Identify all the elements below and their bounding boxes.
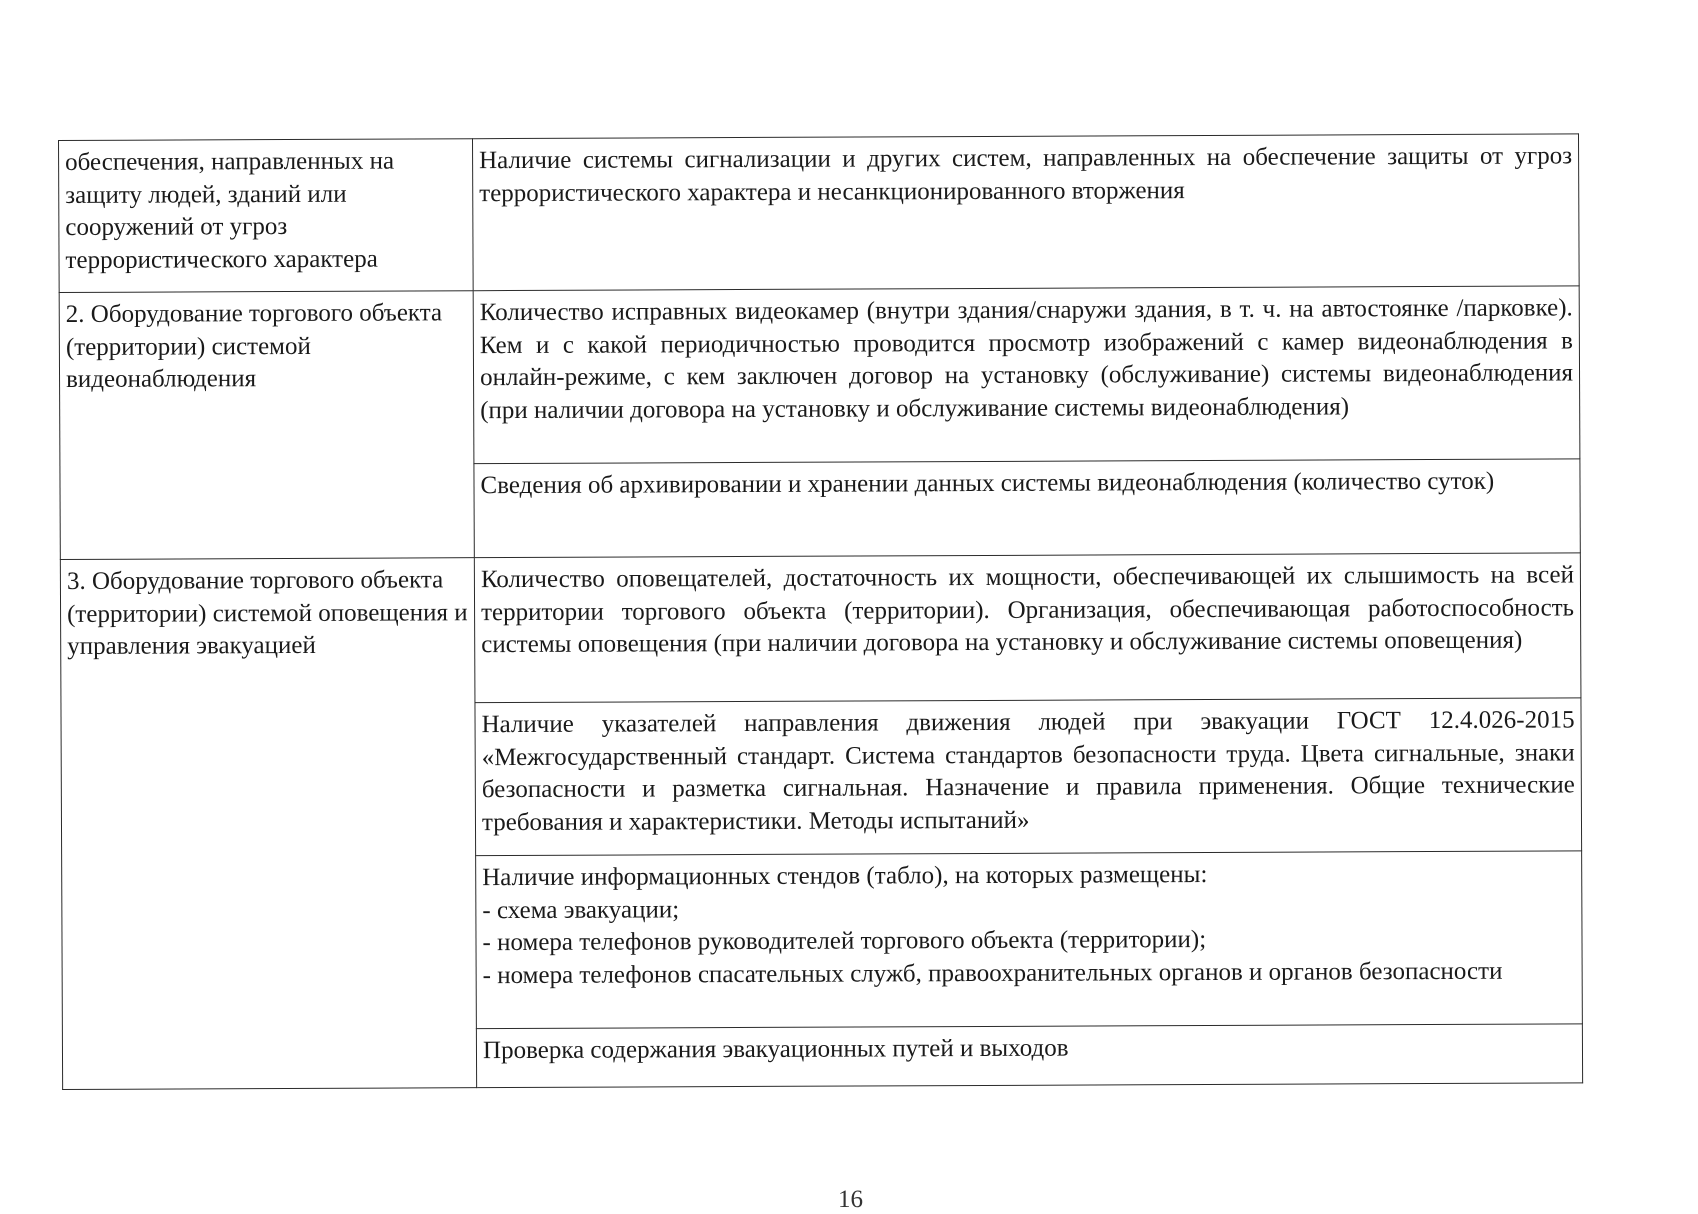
- info-stands-item: - номера телефонов спасательных служб, правоохранительных органов и органов безопасности: [482, 957, 1503, 989]
- requirement-cell-info-stands: [476, 851, 1583, 1029]
- section-cell: обеспечения, направленных на защиту людей, зданий или сооружений от угроз террористического характера: [59, 139, 474, 293]
- page-number: 16: [838, 1186, 863, 1213]
- info-stands-intro: Наличие информационных стендов (табло), на которых размещены:: [482, 860, 1208, 892]
- requirement-cell: Наличие системы сигнализации и других систем, направленных на обеспечение защиты от угроз террористического характера и несанкционированного вторжения: [472, 134, 1579, 291]
- requirement-cell: Проверка содержания эвакуационных путей и выходов: [476, 1024, 1582, 1088]
- section-cell-evacuation-alert: 3. Оборудование торгового объекта (территории) системой оповещения и управления эвакуацией: [60, 558, 476, 1090]
- table-row: [59, 286, 1580, 466]
- info-stands-item: - схема эвакуации;: [482, 895, 680, 924]
- section-cell-video-surveillance: 2. Оборудование торгового объекта (территории) системой видеонаблюдения: [59, 291, 474, 560]
- requirement-cell: Количество исправных видеокамер (внутри здания/снаружи здания, в т. ч. на автостоянке /парковке). Кем и с какой периодичностью проводится просмотр изображений с камер видеонаблюдения в онлайн-режиме, с кем заключен договор на установку (обслуживание) системы видеонаблюдения (при наличии договора на установку и обслуживание системы видеонаблюдения): [473, 286, 1580, 464]
- requirement-cell: Количество оповещателей, достаточность их мощности, обеспечивающей их слышимость на всей территории торгового объекта (территории). Организация, обеспечивающая работоспособность системы оповещения (при наличии договора на установку и обслуживание системы оповещения): [474, 553, 1581, 703]
- requirement-cell: Наличие указателей направления движения людей при эвакуации ГОСТ 12.4.026-2015 «Межгосударственный стандарт. Система стандартов безопасности труда. Цвета сигнальные, знаки безопасности и разметка сигнальная. Назначение и правила применения. Общие технические требования и характеристики. Методы испытаний»: [475, 698, 1582, 856]
- requirements-table: [58, 133, 1583, 1090]
- requirement-cell: Сведения об архивировании и хранении данных системы видеонаблюдения (количество суток): [474, 459, 1580, 558]
- info-stands-item: - номера телефонов руководителей торгового объекта (территории);: [482, 925, 1207, 957]
- table-row: [59, 134, 1580, 293]
- table-row: [60, 553, 1581, 705]
